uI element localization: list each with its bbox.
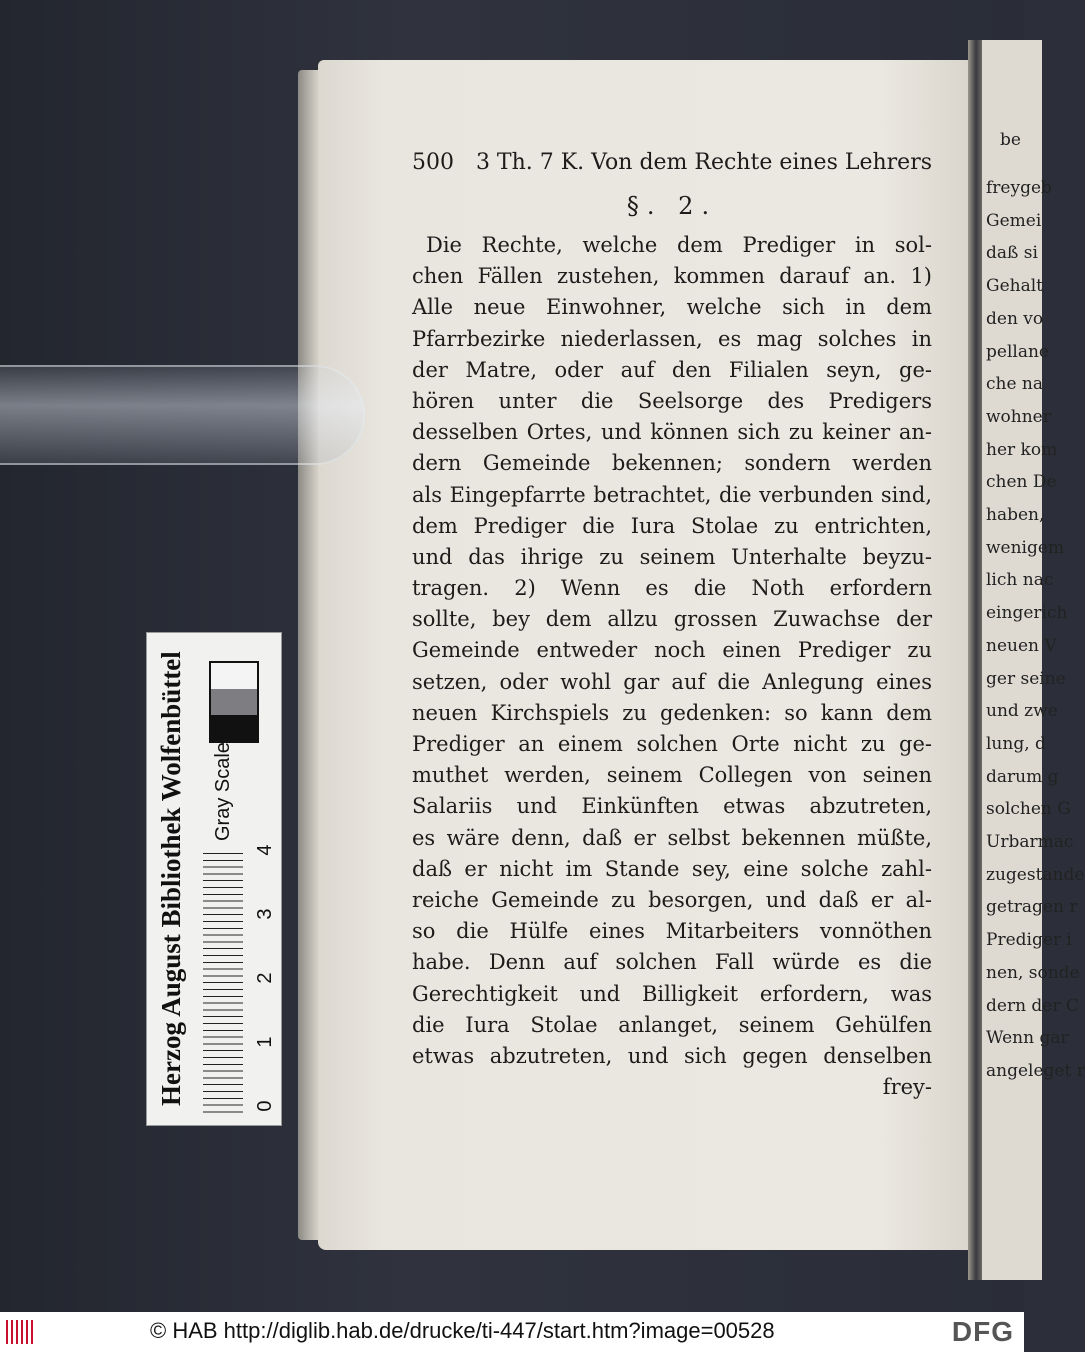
text-line: Prediger an einem solchen Orte nicht zu ge-	[412, 732, 932, 756]
text-line: desselben Ortes, und können sich zu keiner an-	[412, 420, 932, 445]
text-line: Gerechtigkeit und Billigkeit erfordern, was	[412, 981, 932, 1006]
facing-page-fragment: neuen V	[986, 635, 1057, 656]
facing-page-fragment: wohner	[986, 406, 1051, 427]
facing-page-fragment: Wenn gar	[986, 1028, 1069, 1049]
ruler-number: 1	[254, 1036, 276, 1048]
facing-page-fragment: den vo	[986, 308, 1044, 329]
text-line: sollte, bey dem allzu grossen Zuwachse der	[412, 607, 932, 632]
facing-page-fragment: ger seine	[986, 668, 1066, 689]
facing-page-fragment: che na	[986, 374, 1044, 395]
facing-page-fragment: darum g	[986, 766, 1059, 787]
text-line: tragen. 2) Wenn es die Noth erfordern	[412, 576, 932, 601]
text-line: neuen Kirchspiels zu gedenken: so kann dem	[412, 700, 932, 725]
ruler-number: 4	[254, 844, 276, 856]
ruler-numbers	[251, 633, 281, 1127]
ruler-number: 2	[254, 972, 276, 984]
facing-page-fragment: Gemei	[986, 210, 1042, 231]
facing-page-fragment: daß si	[986, 243, 1038, 264]
copyright-link[interactable]: © HAB http://diglib.hab.de/drucke/ti-447/start.htm?image=00528	[150, 1318, 775, 1343]
text-line: so die Hülfe eines Mitarbeiters vonnöthen	[412, 919, 932, 944]
facing-page-fragment: dern der C	[986, 995, 1079, 1016]
text-line: daß er nicht im Stande sey, eine solche zahl-	[412, 856, 932, 881]
text-line: habe. Denn auf solchen Fall würde es die	[412, 950, 932, 975]
text-line: es wäre denn, daß er selbst bekennen müßte,	[412, 825, 932, 850]
facing-page-fragment: Urbarmac	[986, 832, 1074, 852]
text-line: dern Gemeinde bekennen; sondern werden	[412, 451, 932, 476]
facing-page-fragment: und zwe	[986, 701, 1058, 722]
text-line: Alle neue Einwohner, welche sich in dem	[412, 295, 932, 320]
text-line: Pfarrbezirke niederlassen, es mag solches in	[412, 326, 932, 351]
page-number: 500	[412, 150, 454, 175]
ruler-institution: Herzog August Bibliothek Wolfenbüttel	[156, 651, 186, 1107]
facing-page-fragment: getragen r	[986, 897, 1078, 918]
facing-page-fragment: solchen G	[986, 799, 1071, 820]
text-line: chen Fällen zustehen, kommen darauf an. 1)	[412, 264, 932, 289]
catchword: frey-	[882, 1075, 932, 1100]
facing-page-fragment: nen, sonde	[986, 962, 1080, 983]
running-header	[412, 150, 932, 192]
running-title: 3 Th. 7 K. Von dem Rechte eines Lehrers	[475, 150, 932, 175]
text-line: etwas abzutreten, und sich gegen denselben	[412, 1043, 932, 1068]
text-line: Die Rechte, welche dem Prediger in sol-	[426, 233, 932, 257]
ruler-number: 0	[254, 1100, 276, 1112]
text-line: und das ihrige zu seinem Unterhalte beyzu-	[412, 544, 932, 569]
ruler-number: 3	[254, 908, 276, 920]
facing-page-fragment: chen De	[986, 472, 1057, 493]
text-line: Gemeinde entweder noch einen Prediger zu	[412, 638, 932, 663]
gray-scale-label: Gray Scale	[212, 742, 234, 841]
facing-page-fragment: eingerich	[986, 603, 1068, 624]
text-line: der Matre, oder auf den Filialen seyn, ge-	[412, 357, 932, 382]
text-line: muthet werden, seinem Collegen von seinen	[412, 763, 932, 788]
facing-page-fragment: lich nac	[986, 570, 1054, 591]
facing-page-fragment: Prediger i	[986, 930, 1072, 951]
facing-page-fragment: zugestande	[986, 864, 1085, 885]
dfg-logo: DFG	[951, 1316, 1014, 1347]
facing-page-fragment: lung, d	[986, 733, 1046, 754]
text-line: dem Prediger die Iura Stolae zu entrichten,	[412, 513, 932, 538]
facing-page-fragment: freygeb	[986, 178, 1052, 198]
text-line: reiche Gemeinde zu besorgen, und daß er al-	[412, 887, 932, 912]
facing-page-fragment: pellane	[986, 341, 1049, 362]
text-line: als Eingepfarrte betrachtet, die verbunden sind,	[412, 482, 932, 507]
facing-page-fragment: be	[1000, 130, 1021, 150]
section-heading: §. 2.	[626, 192, 718, 220]
page-text	[412, 150, 932, 1103]
color-scale-ruler	[146, 632, 282, 1126]
facing-page-fragment: her kom	[986, 439, 1058, 460]
footer-bar	[0, 1312, 1024, 1352]
text-line: hören unter die Seelsorge des Predigers	[412, 388, 932, 413]
text-line: setzen, oder wohl gar auf die Anlegung eines	[412, 669, 932, 694]
ruler-ticks	[203, 853, 243, 1118]
text-line: Salariis und Einkünften etwas abzutreten,	[412, 794, 932, 819]
plastic-page-clip	[0, 365, 365, 465]
facing-page-fragment: angeleget r	[986, 1060, 1085, 1081]
facing-page	[982, 40, 1085, 1280]
hab-logo	[6, 1320, 36, 1344]
text-lines	[412, 230, 932, 1103]
facing-page-fragment: wenigem	[986, 537, 1065, 558]
facing-page-fragment: haben,	[986, 505, 1045, 525]
text-line: die Iura Stolae anlanget, seinem Gehülfen	[412, 1012, 932, 1037]
facing-page-fragment: Gehalt	[986, 276, 1043, 297]
